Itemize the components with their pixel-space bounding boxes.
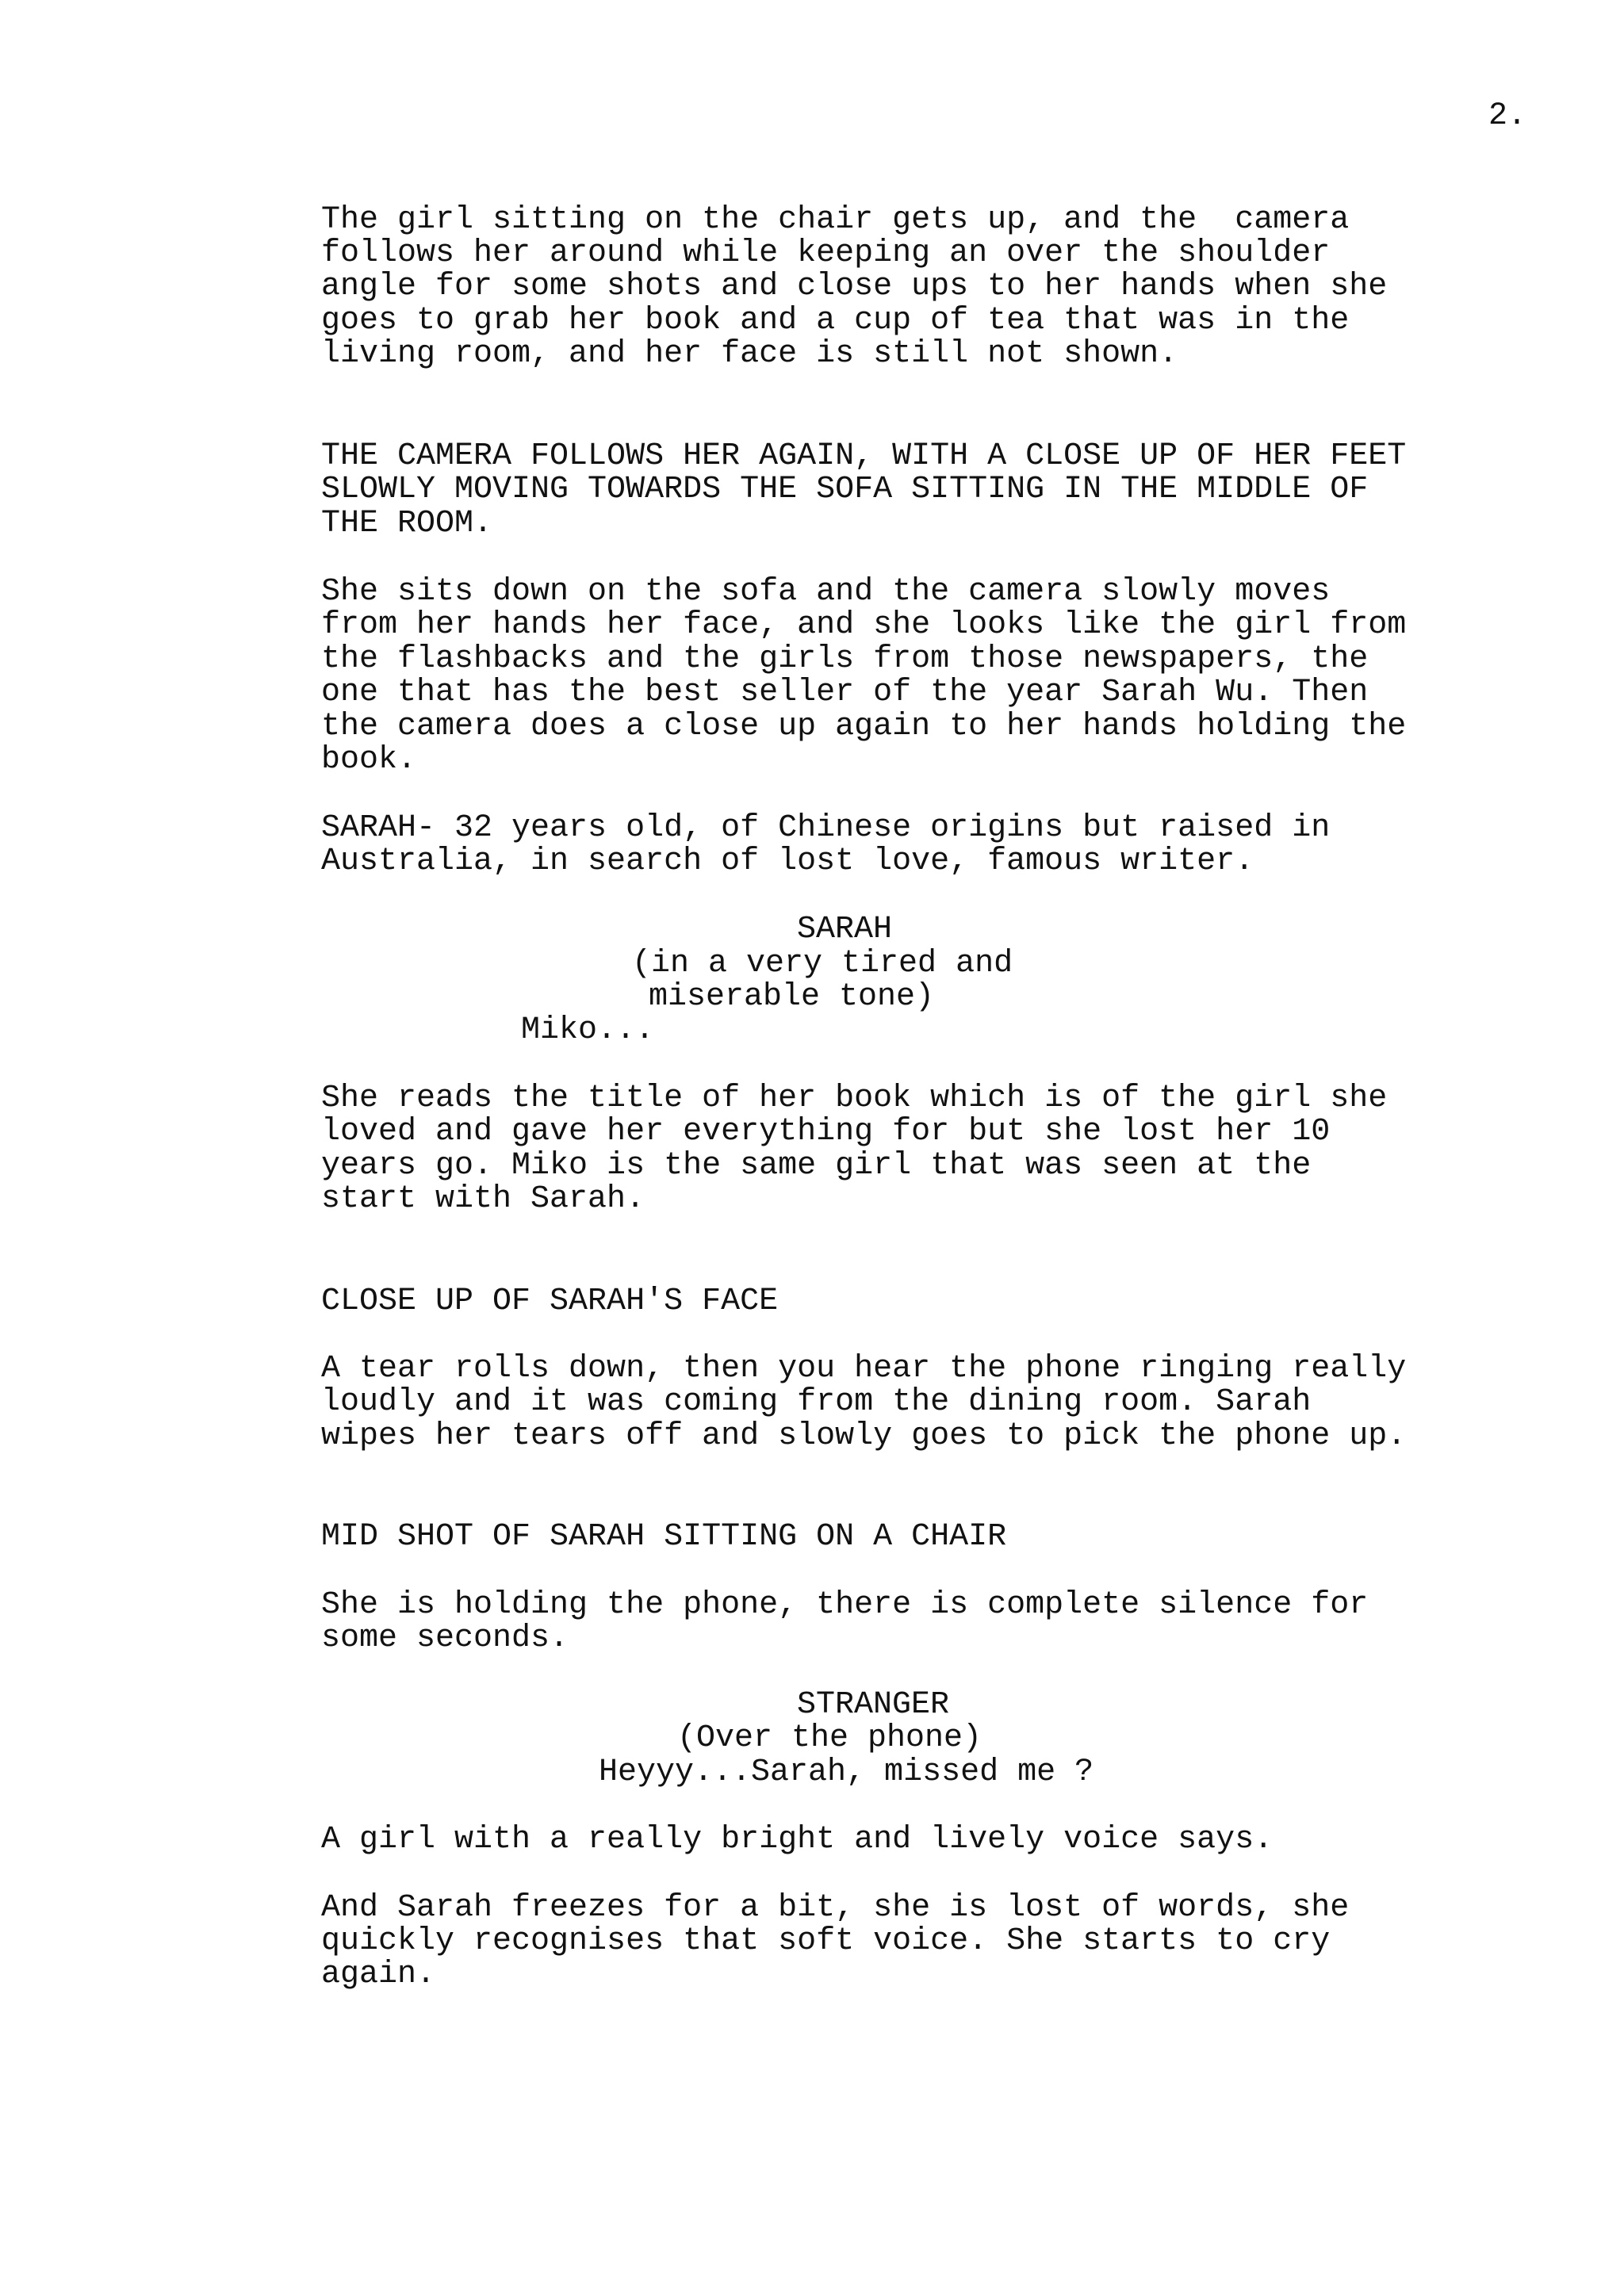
action-line: some seconds. [321, 1621, 569, 1656]
action-line: wipes her tears off and slowly goes to pick the phone up. [321, 1418, 1407, 1454]
character-name: STRANGER [797, 1687, 950, 1723]
action-line: follows her around while keeping an over the shoulder [321, 235, 1331, 271]
parenthetical: (Over the phone) [677, 1720, 982, 1756]
action-line: book. [321, 742, 417, 778]
action-line: the camera does a close up again to her hands holding the [321, 709, 1407, 744]
action-line: A girl with a really bright and lively voice says. [321, 1822, 1274, 1858]
shot-line: THE ROOM. [321, 506, 493, 541]
shot-line: SLOWLY MOVING TOWARDS THE SOFA SITTING IN THE MIDDLE OF [321, 472, 1369, 507]
parenthetical: miserable tone) [649, 979, 935, 1015]
action-line: the flashbacks and the girls from those newspapers, the [321, 641, 1369, 677]
action-line: angle for some shots and close ups to her hands when she [321, 269, 1388, 304]
action-line: start with Sarah. [321, 1181, 645, 1217]
action-line: A tear rolls down, then you hear the phone ringing really [321, 1351, 1407, 1387]
action-line: again. [321, 1957, 436, 1992]
page-number: 2. [1488, 98, 1527, 134]
action-line: And Sarah freezes for a bit, she is lost of words, she [321, 1890, 1350, 1926]
shot-description: MID SHOT OF SARAH SITTING ON A CHAIR [321, 1519, 1007, 1555]
action-line: loudly and it was coming from the dining room. Sarah [321, 1384, 1312, 1420]
action-line: She sits down on the sofa and the camera slowly moves [321, 574, 1331, 610]
action-line: She is holding the phone, there is complete silence for [321, 1587, 1369, 1623]
action-line: SARAH- 32 years old, of Chinese origins but raised in [321, 810, 1331, 846]
action-line: quickly recognises that soft voice. She starts to cry [321, 1923, 1331, 1959]
action-line: living room, and her face is still not shown. [321, 336, 1178, 372]
parenthetical: (in a very tired and [632, 946, 1013, 982]
action-line: She reads the title of her book which is of the girl she [321, 1081, 1388, 1116]
action-line: years go. Miko is the same girl that was seen at the [321, 1148, 1312, 1184]
action-line: loved and gave her everything for but she lost her 10 [321, 1114, 1331, 1150]
action-line: The girl sitting on the chair gets up, and the camera [321, 202, 1350, 238]
shot-line: THE CAMERA FOLLOWS HER AGAIN, WITH A CLOSE UP OF HER FEET [321, 438, 1407, 474]
action-line: from her hands her face, and she looks like the girl from [321, 607, 1407, 643]
dialogue-line: Heyyy...Sarah, missed me ? [599, 1755, 1094, 1790]
action-line: goes to grab her book and a cup of tea that was in the [321, 303, 1350, 339]
action-line: Australia, in search of lost love, famous writer. [321, 844, 1254, 879]
action-line: one that has the best seller of the year Sarah Wu. Then [321, 675, 1369, 710]
dialogue-line: Miko... [521, 1012, 655, 1048]
character-name: SARAH [797, 912, 893, 947]
shot-description: CLOSE UP OF SARAH'S FACE [321, 1284, 779, 1319]
